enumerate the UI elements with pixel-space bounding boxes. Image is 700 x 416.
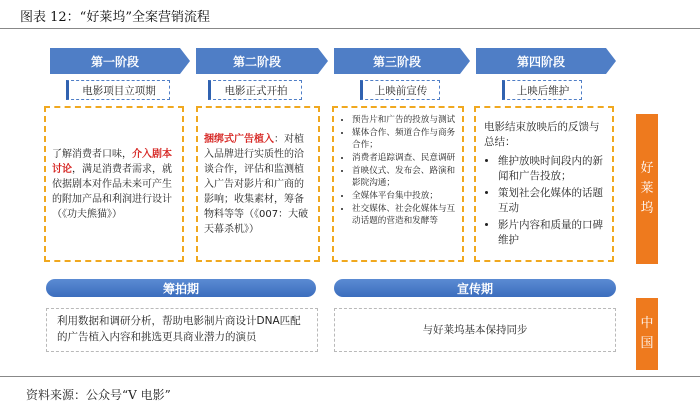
- side-label-china: [636, 298, 658, 370]
- china-preproduction-box: 利用数据和调研分析，帮助电影制片商设计DNA匹配的广告植入内容和挑选更具商业潜力的演员: [46, 308, 318, 352]
- list-item: • 消费者追踪调查、民意调研: [352, 152, 458, 164]
- side-char: 好: [640, 161, 654, 176]
- stage-3-header: [334, 48, 460, 74]
- stage-2-subtitle: 电影正式开拍: [208, 80, 302, 100]
- stage-2-content: [196, 106, 320, 262]
- figure-title: 图表 12：“好莱坞”全案营销流程: [20, 10, 210, 25]
- china-promotion-text: 与好莱坞基本保持同步: [422, 324, 528, 336]
- side-label-hollywood: [636, 114, 658, 264]
- list-item: • 全媒体平台集中投放；: [352, 190, 458, 202]
- stage-4-subtitle: 上映后维护: [502, 80, 582, 100]
- stage-2-arrow: [318, 48, 328, 74]
- side-char: 中: [640, 316, 654, 331]
- stage-4-intro: 电影结束放映后的反馈与总结：: [484, 121, 600, 148]
- stage-4-list: [484, 154, 606, 248]
- list-item: • 首映仪式、发布会、路演和影院沟通；: [352, 165, 458, 189]
- side-char: 莱: [640, 181, 654, 196]
- list-item: • 媒体合作、频道合作与商务合作；: [352, 127, 458, 151]
- stage-3-label: 第三阶段: [372, 54, 421, 69]
- stage-3-arrow: [460, 48, 470, 74]
- bottom-divider: [0, 376, 700, 377]
- top-divider: [0, 28, 700, 29]
- phase-bar-promotion: 宣传期: [334, 279, 616, 297]
- list-item: • 社交媒体、社会化媒体与互动话题的营造和发酵等: [352, 203, 458, 227]
- stage-1-content: [44, 106, 184, 262]
- stage-1-text-post: ，满足消费者需求，就依据剧本对作品未来可产生的附加产品和利润进行设计（《功夫熊猫》）: [52, 163, 172, 220]
- phase-bar-preproduction: 筹拍期: [46, 279, 316, 297]
- list-item: • 策划社会化媒体的话题互动: [498, 186, 606, 216]
- side-char: 坞: [640, 201, 654, 216]
- stage-3-content: [332, 106, 464, 262]
- list-item: • 维护放映时间段内的新闻和广告投放；: [498, 154, 606, 184]
- stage-2-header: [196, 48, 318, 74]
- list-item: • 影片内容和质量的口碑维护: [498, 218, 606, 248]
- stage-1-subtitle: 电影项目立项期: [66, 80, 170, 100]
- stage-1-header: [50, 48, 180, 74]
- stage-1-text: [52, 147, 176, 222]
- stage-4-label: 第四阶段: [516, 54, 565, 69]
- stage-3-subtitle: 上映前宣传: [360, 80, 440, 100]
- stage-2-label: 第二阶段: [232, 54, 281, 69]
- stage-2-text: [204, 132, 312, 237]
- figure-header: [0, 0, 700, 28]
- stage-4-header: [476, 48, 606, 74]
- list-item: • 预告片和广告的投放与测试: [352, 114, 458, 126]
- stage-1-label: 第一阶段: [90, 54, 139, 69]
- stage-4-arrow: [606, 48, 616, 74]
- stage-1-text-pre: 了解消费者口味，: [52, 148, 132, 160]
- stage-3-list: [340, 114, 458, 227]
- side-char: 国: [640, 336, 654, 351]
- stage-1-arrow: [180, 48, 190, 74]
- source-note: 资料来源：公众号“V 电影”: [26, 388, 171, 402]
- stage-4-content: [474, 106, 614, 262]
- stage-1-highlight: 介入剧本讨论: [52, 148, 172, 175]
- stage-2-text-post: ：对植入品牌进行实质性的洽谈合作，评估和监测植入广告对影片和广商的影响；收集素材，筹备物料等等（《007：大破天幕杀机》）: [204, 133, 309, 235]
- stage-2-highlight: 捆绑式广告植入: [204, 133, 274, 145]
- china-promotion-box: [334, 308, 616, 352]
